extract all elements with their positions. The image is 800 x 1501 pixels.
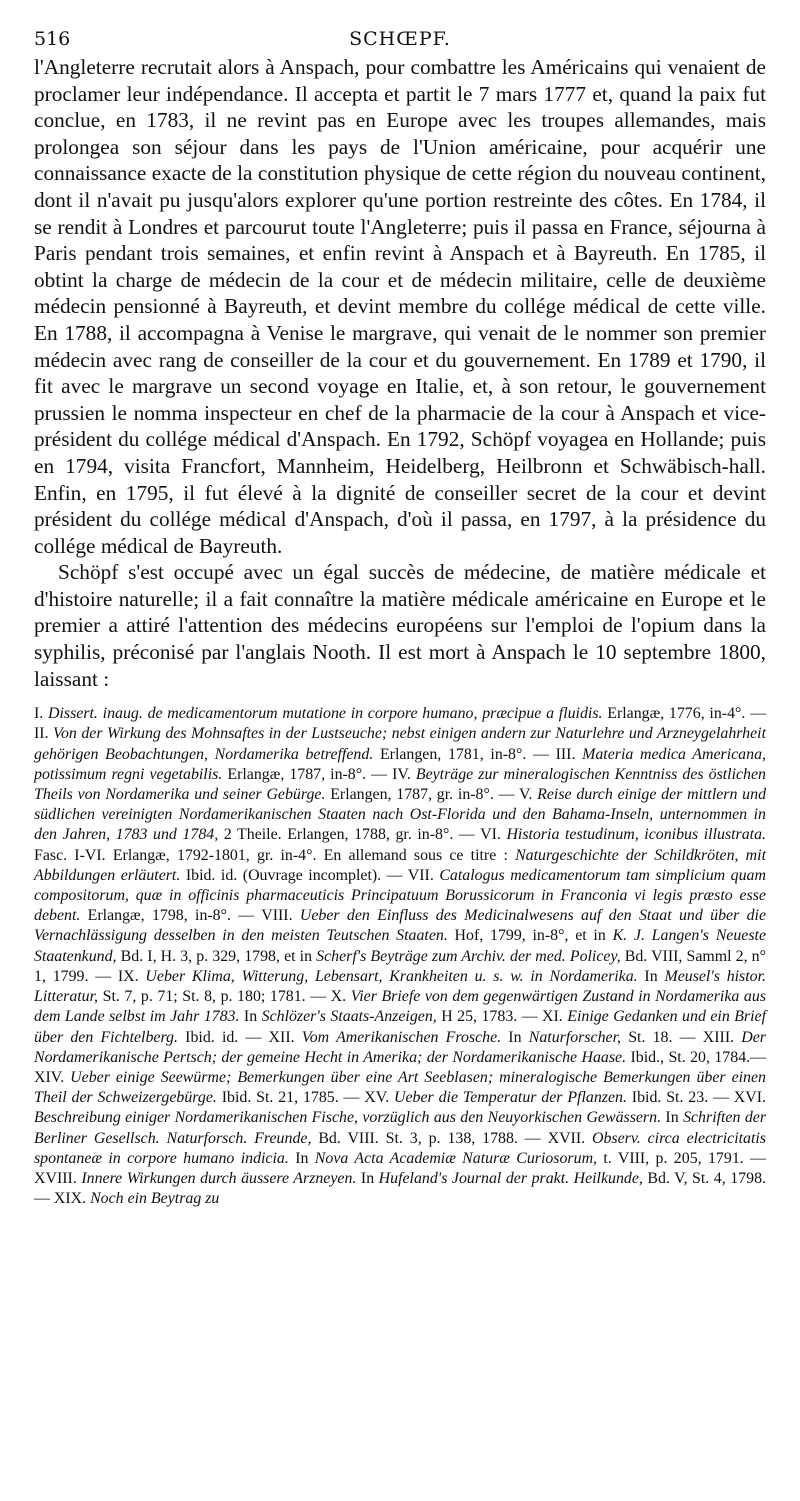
work-title: Nova Acta Academiæ Naturæ Curiosorum, — [314, 1149, 598, 1167]
body-paragraph: Schöpf s'est occupé avec un égal succès de médecine, de matière médicale et d'histoire naturelle; il a fait connaître la matière médicale américaine en Europe et le premier a attiré l'attention des médecins européens sur l'emploi de l'opium dans la syphilis, préconisé par l'anglais Nooth. Il est mort à Anspach le 10 septembre 1800, laissant : — [34, 560, 766, 691]
work-title: Von der Wirkung des Mohnsaftes in der Lustseuche; nebst einigen andern zur Naturlehre und Arzneygelahrheit gehörigen Beobachtungen, Nordamerika betreffend. — [34, 725, 767, 763]
work-title: Schriften der Berliner Gesellsch. Naturforsch. Freunde, — [34, 1109, 767, 1147]
work-title: Ueber den Einfluss des Medicinalwesens auf den Staat und über die Vernachlässigung desselben in den meisten Teutschen Staaten. — [34, 907, 767, 945]
citation-text: Erlangæ, 1798, in-8°. — VIII. — [80, 907, 300, 925]
citation-text: Ibid. St. 23. — XVI. — [626, 1089, 766, 1107]
work-title: Naturforscher, — [528, 1028, 621, 1046]
citation-text: In — [356, 1169, 379, 1187]
citation-text: Ibid., St. 20, 1784.—XIV. — [34, 1048, 767, 1086]
work-title: Ueber einige Seewürme; Bemerkungen über eine Art Seeblasen; mineralogische Bemerkungen über einen Theil der Schweizergebürge. — [34, 1068, 766, 1107]
bibliography-paragraph — [34, 704, 766, 1209]
citation-text: In — [661, 1109, 684, 1127]
citation-text: Bd. V, St. 4, 1798.— XIX. — [34, 1169, 766, 1208]
citation-text: t. VIII, p. 205, 1791. — XVIII. — [34, 1149, 766, 1187]
body-text — [34, 54, 766, 692]
work-title: Catalogus medicamentorum tam simplicium quam compositorum, quæ in officinis pharmaceuticis Principatuum Borussicorum in Franconia vi legis præsto esse debent. — [34, 866, 766, 925]
citation-text: Erlangæ, 1776, in-4°. — II. — [34, 705, 766, 743]
citation-text: Fasc. I-VI. Erlangæ, 1792-1801, gr. in-4°. En allemand sous ce titre : — [34, 846, 516, 864]
citation-text: In — [239, 1008, 262, 1026]
work-title: Vom Amerikanischen Frosche. — [301, 1028, 502, 1046]
citation-text: Hof, 1799, in-8°, et in — [447, 927, 613, 945]
work-title: Materia medica Americana, potissimum regni vegetabilis. — [34, 745, 766, 783]
citation-text: Erlangæ, 1787, in-8°. — IV. — [222, 765, 416, 783]
body-paragraph: l'Angleterre recrutait alors à Anspach, pour combattre les Américains qui venaient de proclamer leur indépendance. Il accepta et partit le 7 mars 1777 et, quand la paix fut conclue, en 1783, il ne revint pas en Europe avec les troupes allemandes, mais prolongea son séjour dans les pays de l'Union américaine, pour acquérir une connaissance exacte de la constitution physique de cette région du nouveau continent, dont il n'avait pu jusqu'alors explorer qu'une portion restreinte des côtes. En 1784, il se rendit à Londres et parcourut toute l'Angleterre; puis il passa en France, séjourna à Paris pendant trois semaines, et enfin revint à Anspach et à Bayreuth. En 1785, il obtint la charge de médecin de la cour et de médecin militaire, celle de deuxième médecin pensionné à Bayreuth, et devint membre du collége médical de cette ville. En 1788, il accompagna à Venise le margrave, qui venait de le nommer son premier médecin avec rang de conseiller de la cour et du gouvernement. En 1789 et 1790, il fit avec le margrave un second voyage en Italie, et, à son retour, le gouvernement prussien le nomma inspecteur en chef de la pharmacie de la cour à Anspach et vice-président du collége médical d'Anspach. En 1792, Schöpf voyagea en Hollande; puis en 1794, visita Francfort, Mannheim, Heidelberg, Heilbronn et Schwäbisch-hall. Enfin, en 1795, il fut élevé à la dignité de conseiller secret de la cour et devint président du collége médical d'Anspach, d'où il passa, en 1797, à la présidence du collége médical de Bayreuth. — [34, 55, 766, 558]
citation-text: Erlangen, 1787, gr. in-8°. — V. — [325, 786, 538, 804]
citation-text: Erlangen, 1781, in-8°. — III. — [373, 745, 583, 763]
work-title: Beyträge zur mineralogischen Kenntniss des östlichen Theils von Nordamerika und seiner Gebürge. — [34, 765, 766, 804]
citation-text: H 25, 1783. — XI. — [436, 1008, 568, 1026]
citation-text: Bd. I, H. 3, p. 329, 1798, et in — [116, 947, 317, 965]
citation-text: Ibid. St. 21, 1785. — XV. — [216, 1089, 395, 1107]
citation-text: In — [288, 1149, 315, 1167]
citation-text: I. — [34, 705, 49, 723]
work-title: Ueber die Temperatur der Pflanzen. — [394, 1089, 627, 1107]
page-header — [34, 28, 766, 54]
citation-text: Bd. VIII. St. 3, p. 138, 1788. — XVII. — [311, 1129, 593, 1147]
citation-text: 2 Theile. Erlangen, 1788, gr. in-8°. — VI. — [218, 826, 507, 844]
work-title: Einige Gedanken und ein Brief über den Fichtelberg. — [34, 1008, 767, 1046]
work-title: Scherf's Beyträge zum Archiv. der med. Policey, — [316, 947, 621, 965]
work-title: Vier Briefe von dem gegenwärtigen Zustand in Nordamerika aus dem Lande selbst im Jahr 1783. — [34, 988, 766, 1026]
citation-text: St. 18. — XIII. — [621, 1028, 742, 1046]
citation-text: Ibid. id. — XII. — [177, 1028, 302, 1046]
citation-text: In — [501, 1028, 529, 1046]
page-number: 516 — [34, 28, 71, 50]
work-title: Meusel's histor. Litteratur, — [34, 967, 766, 1006]
work-title: Historia testudinum, iconibus illustrata. — [506, 826, 767, 844]
work-title: Naturgeschichte der Schildkröten, mit Abbildungen erläutert. — [34, 846, 766, 884]
running-head: SCHŒPF. — [349, 28, 451, 50]
work-title: Reise durch einige der mittlern und südlichen vereinigten Nordamerikanischen Staaten nach Ost-Florida und den Bahama-Inseln, unternommen in den Jahren, 1783 und 1784, — [34, 786, 767, 844]
citation-text: In — [637, 967, 665, 985]
work-title: Observ. circa electricitatis spontaneæ in corpore humano indicia. — [34, 1129, 766, 1167]
citation-text: Ibid. id. (Ouvrage incomplet). — VII. — [180, 866, 440, 884]
citation-text: Bd. VIII, Samml 2, n° 1, 1799. — IX. — [34, 947, 766, 985]
bibliography-list — [34, 704, 766, 1209]
work-title: Innere Wirkungen durch äussere Arzneyen. — [81, 1169, 357, 1187]
work-title: Hufeland's Journal der prakt. Heilkunde, — [378, 1169, 643, 1187]
work-title: K. J. Langen's Neueste Staatenkund, — [34, 927, 767, 965]
citation-text: St. 7, p. 71; St. 8, p. 180; 1781. — X. — [98, 988, 351, 1006]
book-page — [34, 28, 766, 1209]
work-title: Beschreibung einiger Nordamerikanischen Fische, vorzüglich aus den Neuyorkischen Gewässern. — [34, 1109, 662, 1127]
work-title: Ueber Klima, Witterung, Lebensart, Krankheiten u. s. w. in Nordamerika. — [145, 967, 638, 985]
work-title: Dissert. inaug. de medicamentorum mutatione in corpore humano, præcipue a fluidis. — [48, 705, 603, 723]
work-title: Der Nordamerikanische Pertsch; der gemeine Hecht in Amerika; der Nordamerikanische Haase. — [34, 1028, 766, 1066]
work-title: Noch ein Beytrag zu — [90, 1190, 220, 1208]
work-title: Schlözer's Staats-Anzeigen, — [261, 1008, 437, 1026]
